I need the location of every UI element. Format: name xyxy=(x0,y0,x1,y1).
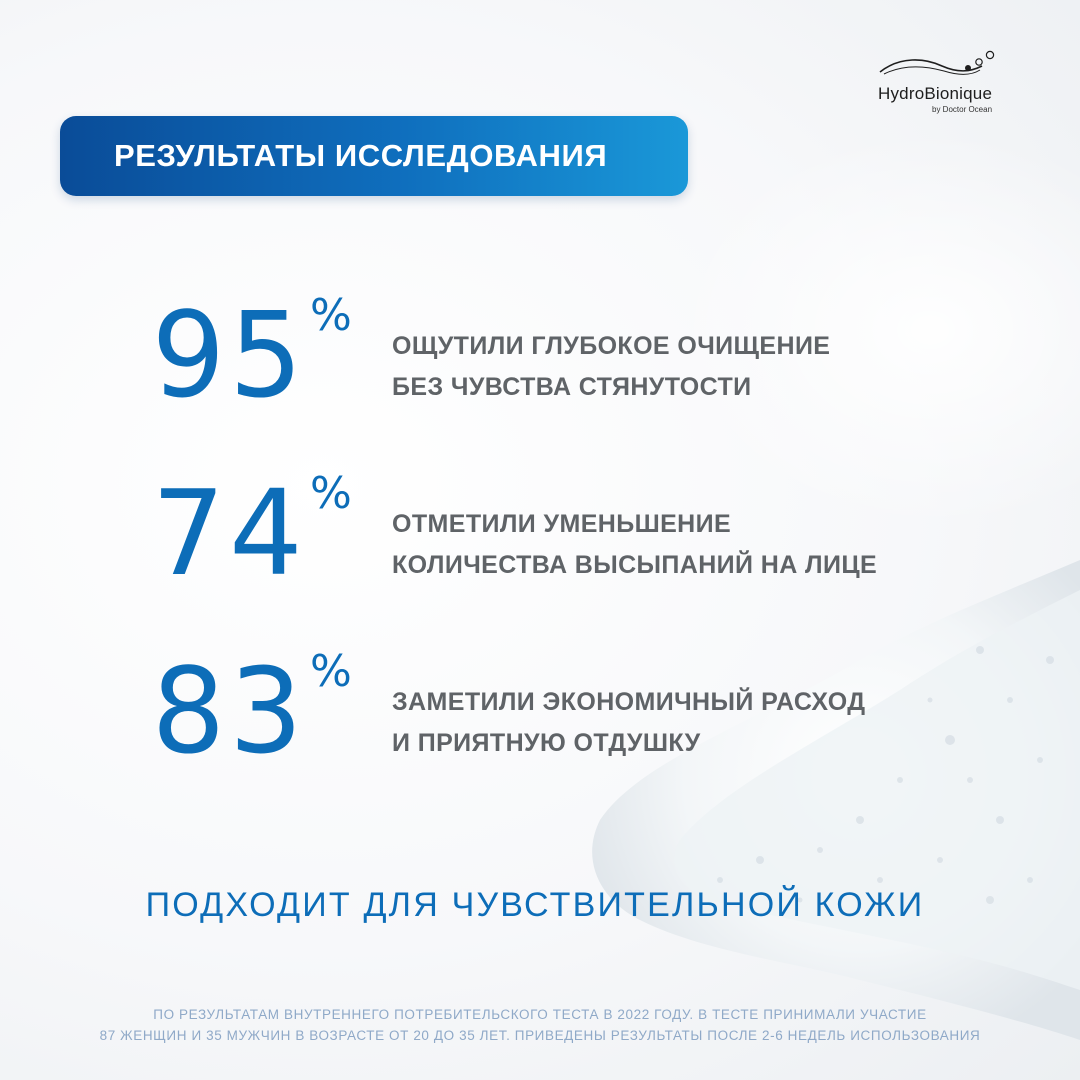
banner-title: РЕЗУЛЬТАТЫ ИССЛЕДОВАНИЯ xyxy=(114,138,608,173)
percent-sign: % xyxy=(310,646,352,697)
percent-sign: % xyxy=(310,290,352,341)
stat-value: 95 xyxy=(151,286,307,424)
stat-description xyxy=(392,504,952,586)
stat-description-line: КОЛИЧЕСТВА ВЫСЫПАНИЙ НА ЛИЦЕ xyxy=(392,551,878,579)
stat-description-line: ОЩУТИЛИ ГЛУБОКОЕ ОЧИЩЕНИЕ xyxy=(392,332,831,360)
stat-description-line: БЕЗ ЧУВСТВА СТЯНУТОСТИ xyxy=(392,373,752,401)
stat-description-line: ЗАМЕТИЛИ ЭКОНОМИЧНЫЙ РАСХОД xyxy=(392,688,866,716)
stat-item xyxy=(150,286,1050,436)
footnote-line: 87 ЖЕНЩИН И 35 МУЖЧИН В ВОЗРАСТЕ ОТ 20 ДО 35 ЛЕТ. ПРИВЕДЕНЫ РЕЗУЛЬТАТЫ ПОСЛЕ 2-6 НЕДЕЛЬ ИСПОЛЬЗОВАНИЯ xyxy=(99,1028,981,1043)
stat-description-line: И ПРИЯТНУЮ ОТДУШКУ xyxy=(392,729,701,757)
percent-sign: % xyxy=(310,468,352,519)
stat-item xyxy=(150,464,1050,614)
brand-logo xyxy=(870,46,1020,121)
stat-value: 83 xyxy=(151,642,307,780)
wave-logo-icon xyxy=(870,46,1020,86)
section-banner xyxy=(60,116,688,196)
stat-value: 74 xyxy=(151,464,307,602)
stat-description xyxy=(392,326,952,408)
stat-description xyxy=(392,682,952,764)
brand-name: HydroBionique xyxy=(878,84,993,103)
brand-tagline: by Doctor Ocean xyxy=(932,105,993,114)
footnote xyxy=(0,1004,1080,1046)
stat-item xyxy=(150,642,1050,792)
stat-description-line: ОТМЕТИЛИ УМЕНЬШЕНИЕ xyxy=(392,510,732,538)
footnote-line: ПО РЕЗУЛЬТАТАМ ВНУТРЕННЕГО ПОТРЕБИТЕЛЬСКОГО ТЕСТА В 2022 ГОДУ. В ТЕСТЕ ПРИНИМАЛИ УЧАСТИЕ xyxy=(153,1007,927,1022)
sensitive-skin-tagline: ПОДХОДИТ ДЛЯ ЧУВСТВИТЕЛЬНОЙ КОЖИ xyxy=(145,886,925,924)
